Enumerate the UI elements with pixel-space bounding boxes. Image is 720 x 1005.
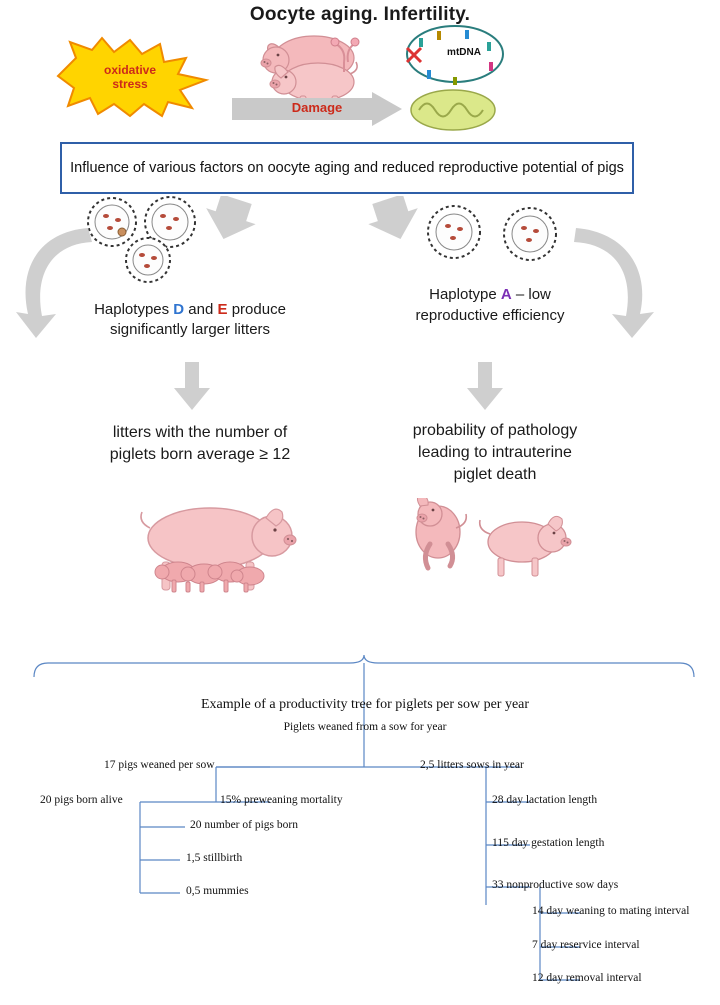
haplotype-e: E <box>217 301 228 318</box>
outcome-right-line1: probability of pathology <box>412 422 578 439</box>
haplotype-right-prefix: Haplotype <box>429 286 501 303</box>
tree-node-born-alive: 20 pigs born alive <box>40 794 123 806</box>
haplotype-a: A <box>500 286 512 303</box>
haplotype-left-suffix: produce <box>227 301 286 318</box>
haplotype-left-prefix: Haplotypes <box>94 301 174 318</box>
burst-line-1: oxidative <box>103 63 157 77</box>
down-arrow-right <box>465 362 505 410</box>
haplotype-right-suffix: – low <box>511 286 551 303</box>
tree-node-reservice: 7 day reservice interval <box>532 939 640 951</box>
tree-node-mummies: 0,5 mummies <box>186 885 249 897</box>
outcome-text-right <box>370 420 620 486</box>
outcome-left-line1: litters with the number of <box>112 424 288 441</box>
tree-node-weaning-mating: 14 day weaning to mating interval <box>532 905 690 917</box>
page-title: Oocyte aging. Infertility. <box>249 4 471 25</box>
sow-with-suckling-piglets-icon <box>100 498 300 598</box>
tree-node-litters: 2,5 litters sows in year <box>420 759 524 771</box>
haplotype-left-and: and <box>184 301 218 318</box>
tree-node-preweaning: 15% preweaning mortality <box>220 794 343 806</box>
oocyte-cluster-right <box>420 200 580 270</box>
tree-node-number-born: 20 number of pigs born <box>190 819 298 831</box>
tree-node-nonproductive: 33 nonproductive sow days <box>492 879 619 891</box>
tree-node-weaned: 17 pigs weaned per sow <box>104 759 215 771</box>
down-arrow-left <box>172 362 212 410</box>
tree-title: Example of a productivity tree for piglets per sow per year <box>200 697 530 712</box>
tree-node-gestation: 115 day gestation length <box>492 837 605 849</box>
haplotype-label-right <box>375 284 605 326</box>
outcome-right-line3: piglet death <box>453 466 537 483</box>
mtdna-label: mtDNA <box>447 47 481 58</box>
branch-arrow-right <box>368 196 428 242</box>
outcome-right-line2: leading to intrauterine <box>418 444 572 461</box>
statement-text: Influence of various factors on oocyte aging and reduced reproductive potential of pigs <box>70 159 624 176</box>
tree-node-stillbirth: 1,5 stillbirth <box>186 852 243 864</box>
mitochondrion-icon <box>393 22 511 134</box>
haplotype-right-line2: reproductive efficiency <box>415 307 565 324</box>
tree-subtitle: Piglets weaned from a sow for year <box>283 721 447 733</box>
outcome-left-line2: piglets born average ≥ 12 <box>109 446 291 463</box>
oxidative-stress-label <box>90 63 170 91</box>
tree-node-lactation: 28 day lactation length <box>492 794 598 806</box>
tree-node-removal: 12 day removal interval <box>532 972 642 984</box>
dead-piglets-icon <box>400 498 580 588</box>
productivity-tree <box>20 655 710 1000</box>
damage-label: Damage <box>291 100 343 115</box>
outcome-text-left <box>60 422 340 466</box>
statement-box <box>60 142 634 194</box>
haplotype-label-left <box>55 300 325 340</box>
haplotype-d: D <box>173 301 185 318</box>
burst-line-2: stress <box>112 77 148 91</box>
haplotype-left-line2: significantly larger litters <box>109 321 271 338</box>
